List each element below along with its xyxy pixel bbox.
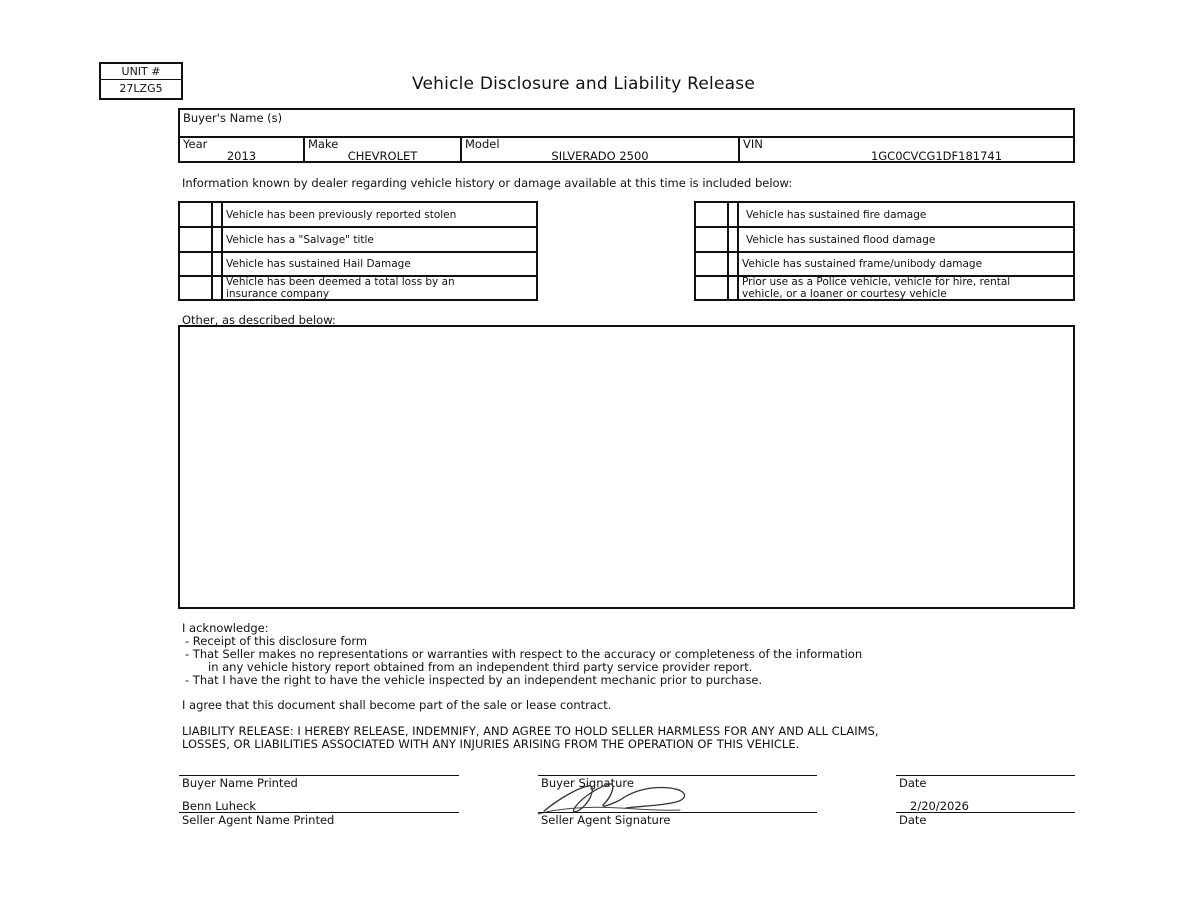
checklist-right xyxy=(694,201,1075,301)
page-title: Vehicle Disclosure and Liability Release xyxy=(412,74,755,94)
buyer-name-value: Benn Luheck xyxy=(182,799,257,813)
make-value: CHEVROLET xyxy=(347,149,418,163)
checkbox[interactable] xyxy=(180,277,213,299)
checkbox[interactable] xyxy=(696,253,729,275)
vin-label: VIN xyxy=(743,137,763,151)
year-field xyxy=(180,138,305,161)
model-label: Model xyxy=(465,137,500,151)
page-title-container xyxy=(0,74,1200,94)
checklist-item-line: insurance company xyxy=(226,287,330,300)
liability-release-line: LOSSES, OR LIABILITIES ASSOCIATED WITH ANY INJURIES ARISING FROM THE OPERATION OF THIS VEHICLE. xyxy=(182,737,800,751)
checkbox-divider xyxy=(729,203,739,226)
checkbox[interactable] xyxy=(696,277,729,299)
checklist-row xyxy=(696,203,1073,228)
checklist-item-line: Prior use as a Police vehicle, vehicle for hire, rental xyxy=(742,276,1011,288)
model-value: SILVERADO 2500 xyxy=(551,149,649,163)
make-field xyxy=(305,138,462,161)
checklist-item-stolen: Vehicle has been previously reported stolen xyxy=(226,209,457,221)
vehicle-header-grid xyxy=(178,108,1075,163)
acknowledge-item: - That Seller makes no representations or warranties with respect to the accuracy or completeness of the information xyxy=(185,647,863,661)
buyer-name-printed-label: Buyer Name Printed xyxy=(182,776,298,790)
checkbox-divider xyxy=(213,253,223,275)
seller-agent-signature-label: Seller Agent Signature xyxy=(541,813,671,827)
info-statement: Information known by dealer regarding vehicle history or damage available at this time is included below: xyxy=(182,176,793,190)
liability-release-line: LIABILITY RELEASE: I HEREBY RELEASE, INDEMNIFY, AND AGREE TO HOLD SELLER HARMLESS FOR ANY AND ALL CLAIMS, xyxy=(182,724,879,738)
buyer-name-label: Buyer's Name (s) xyxy=(183,111,283,125)
checkbox-divider xyxy=(213,277,223,299)
checklist-left xyxy=(178,201,538,301)
year-label: Year xyxy=(183,137,208,151)
checkbox-divider xyxy=(729,253,739,275)
checklist-item-flood: Vehicle has sustained flood damage xyxy=(746,234,936,246)
acknowledge-item: in any vehicle history report obtained from an independent third party service provider report. xyxy=(208,660,753,674)
year-value: 2013 xyxy=(226,149,257,163)
checkbox[interactable] xyxy=(180,203,213,226)
checklist-item-total-loss xyxy=(226,277,455,300)
unit-number-label: UNIT # xyxy=(101,64,181,80)
checklist-row xyxy=(696,277,1073,299)
checklist-row xyxy=(180,277,536,299)
vin-field xyxy=(740,138,1073,161)
checklist-item-salvage: Vehicle has a "Salvage" title xyxy=(226,234,374,246)
acknowledge-item: - That I have the right to have the vehicle inspected by an independent mechanic prior to purchase. xyxy=(185,673,763,687)
checklist-row xyxy=(696,228,1073,253)
checkbox[interactable] xyxy=(696,228,729,251)
checkbox[interactable] xyxy=(180,228,213,251)
checklist-row xyxy=(180,253,536,277)
date-label: Date xyxy=(899,776,927,790)
model-field xyxy=(462,138,740,161)
checkbox-divider xyxy=(213,228,223,251)
checklist-row xyxy=(180,228,536,253)
date-label-2: Date xyxy=(899,813,927,827)
checkbox-divider xyxy=(213,203,223,226)
make-label: Make xyxy=(308,137,339,151)
agreement-statement: I agree that this document shall become part of the sale or lease contract. xyxy=(182,698,612,712)
buyer-signature-label: Buyer Signature xyxy=(541,776,634,790)
date-value: 2/20/2026 xyxy=(910,799,969,813)
checklist-row xyxy=(180,203,536,228)
acknowledge-heading: I acknowledge: xyxy=(182,621,269,635)
checkbox[interactable] xyxy=(180,253,213,275)
checklist-item-frame: Vehicle has sustained frame/unibody damage xyxy=(742,258,983,270)
checklist-item-line: vehicle, or a loaner or courtesy vehicle xyxy=(742,287,947,300)
checkbox-divider xyxy=(729,277,739,299)
checklist-item-police xyxy=(742,277,1010,300)
seller-agent-name-printed-label: Seller Agent Name Printed xyxy=(182,813,335,827)
acknowledge-item: - Receipt of this disclosure form xyxy=(185,634,368,648)
checklist-item-hail: Vehicle has sustained Hail Damage xyxy=(226,258,411,270)
checkbox-divider xyxy=(729,228,739,251)
other-description-field[interactable] xyxy=(178,325,1075,609)
buyer-name-field[interactable] xyxy=(180,110,1073,138)
unit-number-value: 27LZG5 xyxy=(119,82,163,95)
checklist-item-line: Vehicle has been deemed a total loss by an xyxy=(226,276,455,288)
checklist-item-fire: Vehicle has sustained fire damage xyxy=(746,209,927,221)
checklist-row xyxy=(696,253,1073,277)
vin-value: 1GC0CVCG1DF181741 xyxy=(870,149,1003,163)
other-label: Other, as described below: xyxy=(182,313,336,327)
checkbox[interactable] xyxy=(696,203,729,226)
